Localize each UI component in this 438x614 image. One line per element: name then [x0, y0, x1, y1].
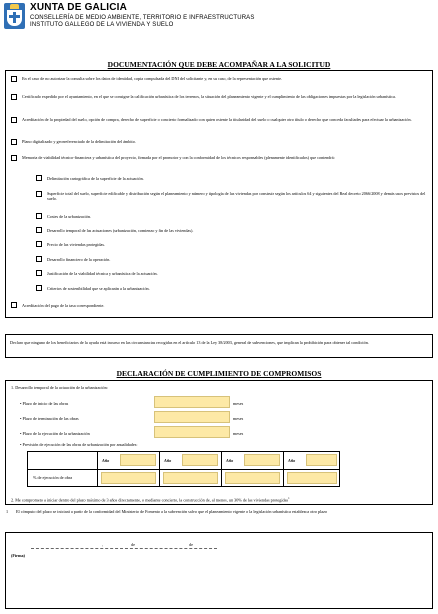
doc-item-1: En el caso de no autorizar la consulta sobre los datos de identidad, copia compulsada del DNI del solicitante y, en su caso, de la representación que ostente.: [22, 76, 283, 81]
execution-period-label: • Plazo de la ejecución de la urbanización: [20, 431, 90, 436]
doc-checkbox-6[interactable]: [11, 302, 17, 308]
doc-subcheckbox-2[interactable]: [36, 191, 42, 197]
year-label-1: Año: [102, 458, 110, 463]
pct-input-3[interactable]: [225, 472, 280, 484]
doc-subcheckbox-7[interactable]: [36, 270, 42, 276]
doc-checkbox-1[interactable]: [11, 76, 17, 82]
compliance-box: [5, 380, 433, 505]
doc-subitem-7: Justificación de la viabilidad técnica y urbanística de la actuación.: [47, 271, 158, 276]
pct-input-2[interactable]: [163, 472, 218, 484]
compliance-point-2: 2. Me comprometo a iniciar dentro del plazo máximo de 3 años directamente, o mediante concierto, la construcción de, al menos, un 30% de las viviendas protegidas$^1$: [11, 496, 290, 503]
start-period-label: • Plazo de inicio de las obras: [20, 401, 69, 406]
year-label-2: Año: [164, 458, 172, 463]
year-input-3[interactable]: [244, 454, 280, 466]
year-input-2[interactable]: [182, 454, 218, 466]
declaration-text: Declaro que ninguno de los beneficiarios de la ayuda está incurso en las circunstancias recogidas en el artículo 13 de la Ley 38/2003, general de subvenciones, que implican la prohibición para obtener tal condición.: [10, 340, 369, 345]
doc-subcheckbox-8[interactable]: [36, 285, 42, 291]
doc-subcheckbox-5[interactable]: [36, 241, 42, 247]
end-period-input[interactable]: [154, 411, 230, 423]
documentation-box: [5, 70, 433, 318]
footnote-text: El cómputo del plazo se iniciará a partir de la conformidad del Ministerio de Fomento a la subvención salvo que el planeamiento vigente o la legislación urbanística establezca otro plazo: [16, 509, 328, 514]
start-period-input[interactable]: [154, 396, 230, 408]
pct-input-1[interactable]: [101, 472, 156, 484]
doc-checkbox-2[interactable]: [11, 94, 17, 100]
signature-de-1: de: [131, 542, 135, 547]
year-input-1[interactable]: [120, 454, 156, 466]
doc-subcheckbox-6[interactable]: [36, 256, 42, 262]
compliance-title: DECLARACIÓN DE CUMPLIMIENTO DE COMPROMISOS: [116, 369, 322, 378]
doc-subitem-4: Desarrollo temporal de las actuaciones (urbanización, comienzo y fin de las viviendas).: [47, 228, 194, 233]
doc-subitem-3: Costes de la urbanización.: [47, 214, 91, 219]
pct-execution-label: % de ejecución de obra: [33, 475, 73, 480]
doc-subitem-2: Superficie total del suelo, superficie edificable y distribución según el planeamiento y número y tipología de las viviendas por construir según los artículos 64 y siguientes del Real decreto 2066/2008 y demás usos previstos del suelo.: [47, 191, 426, 201]
doc-subitem-5: Precio de las viviendas protegidas.: [47, 242, 106, 247]
doc-item-4: Plano digitalizado y georreferenciado de la delimitación del ámbito.: [22, 139, 136, 144]
footnote-mark: 1: [6, 509, 9, 514]
doc-checkbox-3[interactable]: [11, 117, 17, 123]
doc-item-5: Memoria de viabilidad técnico-financiera y urbanística del proyecto, firmada por el promotor y con la conformidad de los técnicos responsables (plenamente identificados) que contendrá:: [22, 155, 335, 160]
signature-place-date-line[interactable]: [31, 548, 217, 549]
compliance-point-1: 1. Desarrollo temporal de la actuación de la urbanización:: [11, 385, 108, 390]
doc-checkbox-5[interactable]: [11, 155, 17, 161]
pct-input-4[interactable]: [287, 472, 337, 484]
signature-box: [5, 532, 433, 609]
signature-de-2: de: [189, 542, 193, 547]
doc-subcheckbox-4[interactable]: [36, 227, 42, 233]
doc-subcheckbox-3[interactable]: [36, 213, 42, 219]
doc-subcheckbox-1[interactable]: [36, 175, 42, 181]
doc-subitem-1: Delimitación cartográfica de la superficie de la actuación.: [47, 176, 144, 181]
end-period-unit: meses: [233, 416, 244, 421]
header-ministry: CONSELLERÍA DE MEDIO AMBIENTE, TERRITORIO E INFRAESTRUCTURAS: [30, 15, 255, 21]
doc-item-6: Acreditación del pago de la tasa correspondiente.: [22, 303, 105, 308]
documentation-title: DOCUMENTACIÓN QUE DEBE ACOMPAÑAR A LA SOLICITUD: [107, 60, 331, 69]
declaration-box: [5, 334, 433, 358]
header-title: XUNTA DE GALICIA: [30, 2, 128, 13]
execution-period-unit: meses: [233, 431, 244, 436]
doc-subitem-6: Desarrollo financiero de la operación.: [47, 257, 111, 262]
end-period-label: • Plazo de terminación de las obras: [20, 416, 79, 421]
signature-label: (Firma): [11, 553, 25, 558]
annual-table: [27, 451, 340, 487]
doc-subitem-8: Criterios de sostenibilidad que se aplicarán a la urbanización.: [47, 286, 150, 291]
header-institute: INSTITUTO GALLEGO DE LA VIVIENDA Y SUELO: [30, 22, 174, 28]
annual-forecast-label: • Previsión de ejecución de las obras de urbanización por anualidades:: [20, 442, 138, 447]
year-input-4[interactable]: [306, 454, 337, 466]
doc-item-2: Certificado expedido por el ayuntamiento, en el que se consigne la calificación urbanística de los terrenos, la situación del planeamiento vigente y el cumplimiento de las obligaciones impuestas por la legislación urbanística.: [22, 94, 396, 99]
doc-item-3: Acreditación de la propiedad del suelo, opción de compra, derecho de superficie o concierto formalizado con quien ostente la titularidad del suelo o cualquier otro título o derecho que conceda facultades para efectuar la urbanización.: [22, 117, 412, 122]
execution-period-input[interactable]: [154, 426, 230, 438]
signature-comma: ,: [102, 542, 104, 547]
year-label-4: Año: [288, 458, 296, 463]
start-period-unit: meses: [233, 401, 244, 406]
doc-checkbox-4[interactable]: [11, 139, 17, 145]
year-label-3: Año: [226, 458, 234, 463]
xunta-logo: [4, 3, 25, 29]
